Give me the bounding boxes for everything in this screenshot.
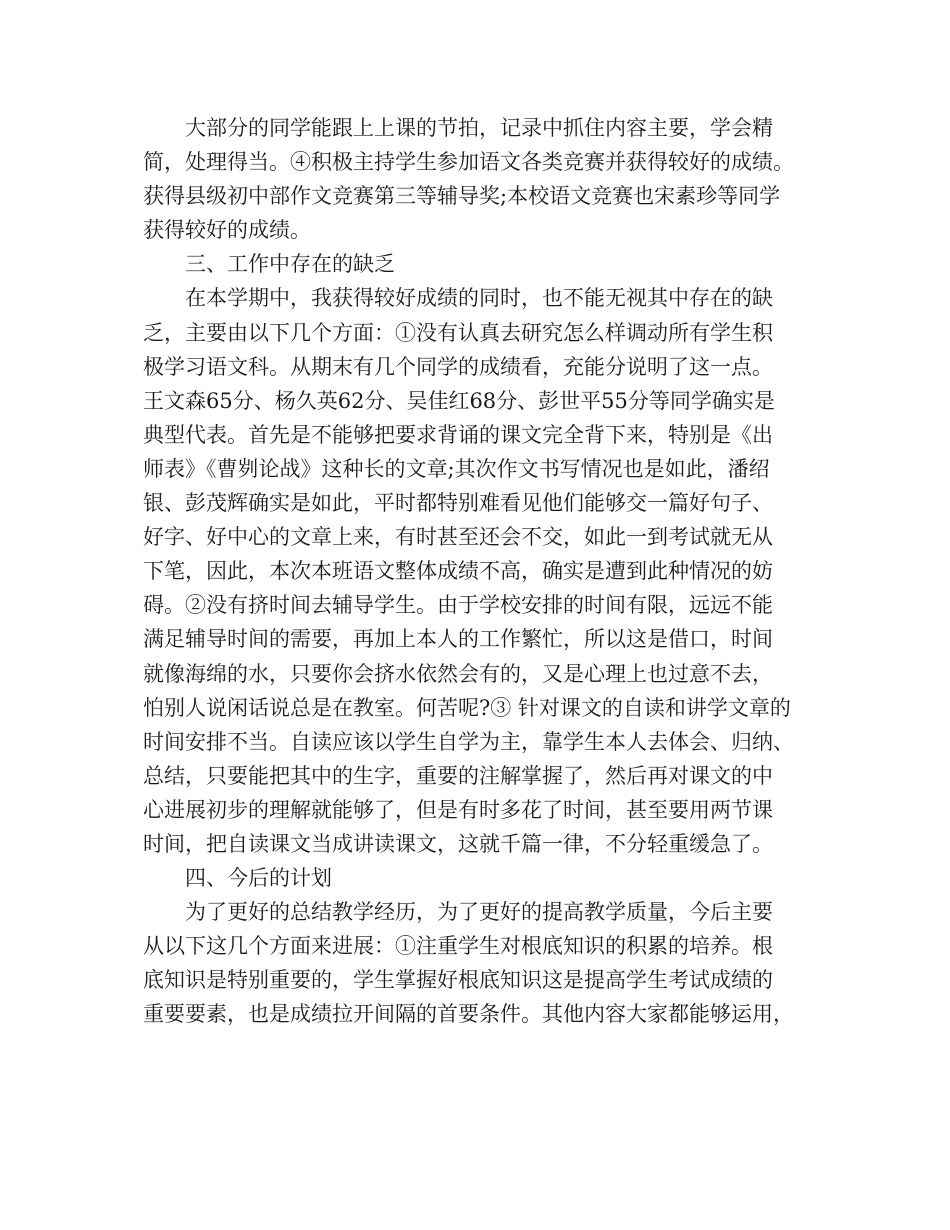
text-line: 获得较好的成绩。 — [143, 218, 311, 243]
paragraph-start-line: 四、今后的计划 — [185, 866, 332, 891]
text-line: 怕别人说闲话说总是在教室。何苦呢?③ 针对课文的自读和讲学文章的 — [143, 695, 791, 720]
text-line: 时间，把自读课文当成讲读课文，这就千篇一律，不分轻重缓急了。 — [143, 831, 773, 856]
text-line: 典型代表。首先是不能够把要求背诵的课文完全背下来，特别是《出 — [143, 422, 773, 447]
text-line: 就像海绵的水，只要你会挤水依然会有的，又是心理上也过意不去， — [143, 661, 773, 686]
text-line: 从以下这几个方面来进展：①注重学生对根底知识的积累的培养。根 — [143, 934, 773, 959]
text-line: 银、彭茂辉确实是如此，平时都特别难看见他们能够交一篇好句子、 — [143, 491, 773, 516]
text-line: 心进展初步的理解就能够了，但是有时多花了时间，甚至要用两节课 — [143, 797, 773, 822]
text-line: 总结，只要能把其中的生字，重要的注解掌握了，然后再对课文的中 — [143, 763, 773, 788]
text-line: 极学习语文科。从期末有几个同学的成绩看，充能分说明了这一点。 — [143, 354, 773, 379]
paragraph-start-line: 大部分的同学能跟上上课的节拍，记录中抓住内容主要，学会精 — [185, 116, 773, 140]
text-line: 乏，主要由以下几个方面：①没有认真去研究怎么样调动所有学生积 — [143, 320, 773, 345]
document-body — [143, 111, 823, 1032]
text-line: 简，处理得当。④积极主持学生参加语文各类竞赛并获得较好的成绩。 — [143, 150, 794, 175]
text-line: 好字、好中心的文章上来，有时甚至还会不交，如此一到考试就无从 — [143, 525, 773, 550]
text-line: 王文森65分、杨久英62分、吴佳红68分、彭世平55分等同学确实是 — [143, 388, 775, 413]
text-line: 满足辅导时间的需要，再加上本人的工作繁忙，所以这是借口，时间 — [143, 627, 773, 652]
text-line: 师表》《曹刿论战》这种长的文章;其次作文书写情况也是如此，潘绍 — [143, 456, 770, 481]
text-line: 重要要素，也是成绩拉开间隔的首要条件。其他内容大家都能够运用， — [143, 1002, 794, 1027]
text-line: 时间安排不当。自读应该以学生自学为主，靠学生本人去体会、归纳、 — [143, 729, 794, 754]
paragraph-start-line: 在本学期中，我获得较好成绩的同时，也不能无视其中存在的缺 — [185, 286, 773, 311]
paragraph-start-line: 三、工作中存在的缺乏 — [185, 252, 395, 277]
text-line: 下笔，因此，本次本班语文整体成绩不高，确实是遭到此种情况的妨 — [143, 559, 773, 584]
text-line: 底知识是特别重要的，学生掌握好根底知识这是提高学生考试成绩的 — [143, 968, 773, 993]
text-line: 获得县级初中部作文竞赛第三等辅导奖;本校语文竞赛也宋素珍等同学 — [143, 184, 781, 209]
paragraph-start-line: 为了更好的总结教学经历，为了更好的提高教学质量，今后主要 — [185, 900, 773, 925]
text-line: 碍。②没有挤时间去辅导学生。由于学校安排的时间有限，远远不能 — [143, 593, 773, 618]
